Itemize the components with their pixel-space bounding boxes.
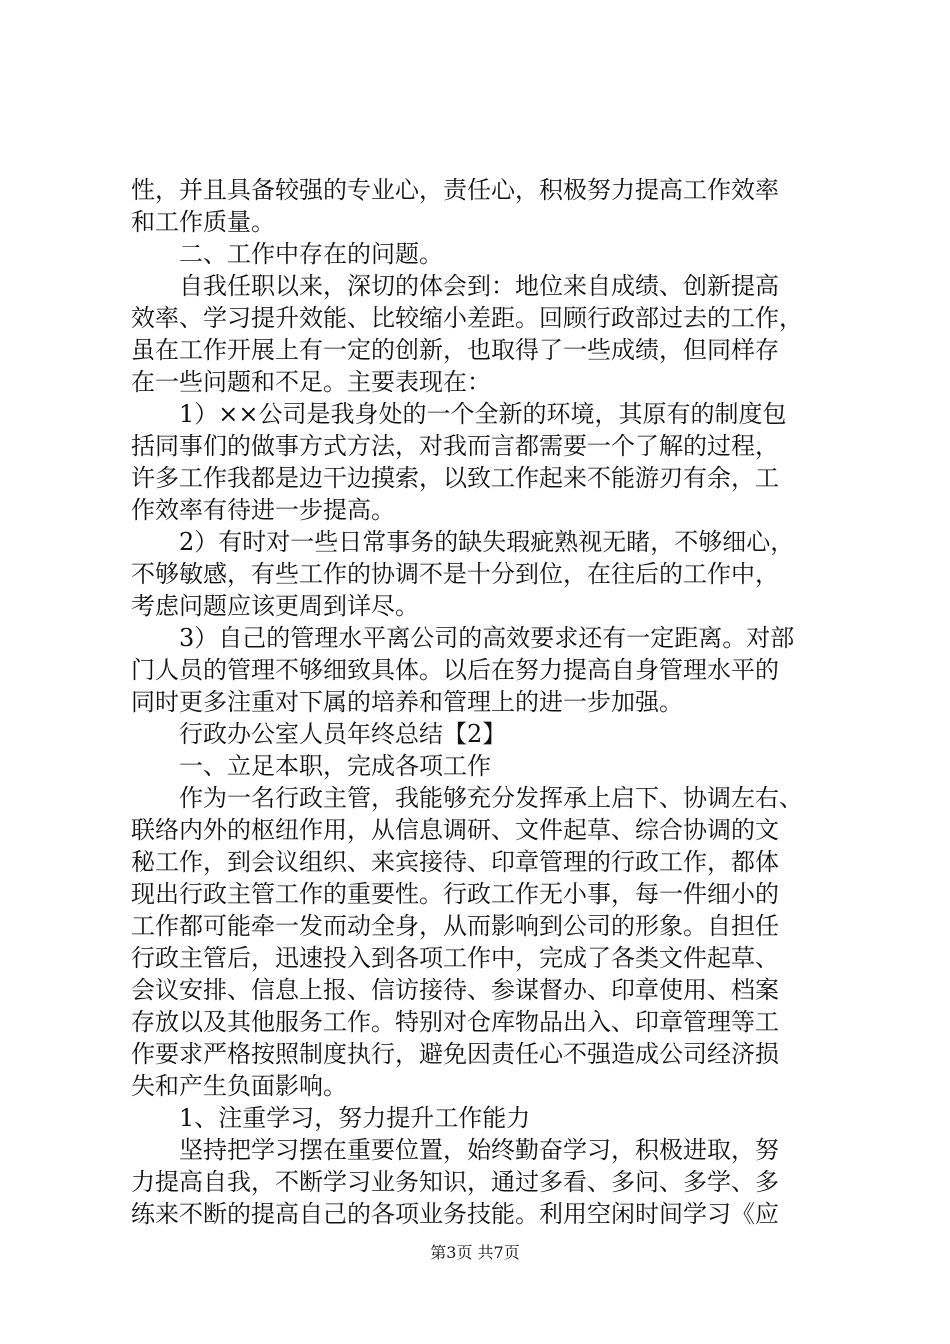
- text-line: 练来不断的提高自己的各项业务技能。利用空闲时间学习《应: [131, 1200, 779, 1228]
- text-line: 性，并且具备较强的专业心，责任心，积极努力提高工作效率: [131, 176, 779, 204]
- text-line: 考虑问题应该更周到详尽。: [131, 592, 419, 620]
- text-line: 门人员的管理不够细致具体。以后在努力提高自身管理水平的: [131, 656, 779, 684]
- text-line: 联络内外的枢纽作用，从信息调研、文件起草、综合协调的文: [131, 816, 779, 844]
- text-line: 力提高自我，不断学习业务知识，通过多看、多问、多学、多: [131, 1168, 779, 1196]
- text-line: 2）有时对一些日常事务的缺失瑕疵熟视无睹，不够细心，: [131, 528, 795, 556]
- text-line: 不够敏感，有些工作的协调不是十分到位，在往后的工作中，: [131, 560, 779, 588]
- text-line: 作为一名行政主管，我能够充分发挥承上启下、协调左右、: [131, 784, 803, 812]
- text-line: 括同事们的做事方式方法，对我而言都需要一个了解的过程，: [131, 432, 779, 460]
- text-line: 失和产生负面影响。: [131, 1072, 347, 1100]
- text-line: 作效率有待进一步提高。: [131, 496, 395, 524]
- text-line: 坚持把学习摆在重要位置，始终勤奋学习，积极进取，努: [131, 1136, 779, 1164]
- text-line: 自我任职以来，深切的体会到：地位来自成绩、创新提高: [131, 272, 779, 300]
- text-line: 在一些问题和不足。主要表现在：: [131, 368, 491, 396]
- section-heading: 1、注重学习，努力提升工作能力: [131, 1104, 531, 1132]
- section-heading: 一、立足本职，完成各项工作: [131, 752, 491, 780]
- section-heading: 二、工作中存在的问题。: [131, 240, 443, 268]
- text-line: 和工作质量。: [131, 208, 275, 236]
- page-number-label: 第3页 共7页: [430, 1243, 520, 1262]
- text-line: 效率、学习提升效能、比较缩小差距。回顾行政部过去的工作，: [131, 304, 803, 332]
- text-line: 同时更多注重对下属的培养和管理上的进一步加强。: [131, 688, 683, 716]
- text-line: 3）自己的管理水平离公司的高效要求还有一定距离。对部: [131, 624, 795, 652]
- document-body: [131, 174, 831, 1230]
- page-footer: [0, 1243, 950, 1263]
- text-line: 许多工作我都是边干边摸索，以致工作起来不能游刃有余，工: [131, 464, 779, 492]
- text-line: 会议安排、信息上报、信访接待、参谋督办、印章使用、档案: [131, 976, 779, 1004]
- text-line: 虽在工作开展上有一定的创新，也取得了一些成绩，但同样存: [131, 336, 779, 364]
- text-line: 现出行政主管工作的重要性。行政工作无小事，每一件细小的: [131, 880, 779, 908]
- text-line: 存放以及其他服务工作。特别对仓库物品出入、印章管理等工: [131, 1008, 779, 1036]
- text-line: 1）××公司是我身处的一个全新的环境，其原有的制度包: [131, 400, 787, 428]
- text-line: 行政主管后，迅速投入到各项工作中，完成了各类文件起草、: [131, 944, 779, 972]
- text-line: 工作都可能牵一发而动全身，从而影响到公司的形象。自担任: [131, 912, 779, 940]
- text-line: 秘工作，到会议组织、来宾接待、印章管理的行政工作，都体: [131, 848, 779, 876]
- section-heading: 行政办公室人员年终总结【2】: [131, 720, 507, 748]
- text-line: 作要求严格按照制度执行，避免因责任心不强造成公司经济损: [131, 1040, 779, 1068]
